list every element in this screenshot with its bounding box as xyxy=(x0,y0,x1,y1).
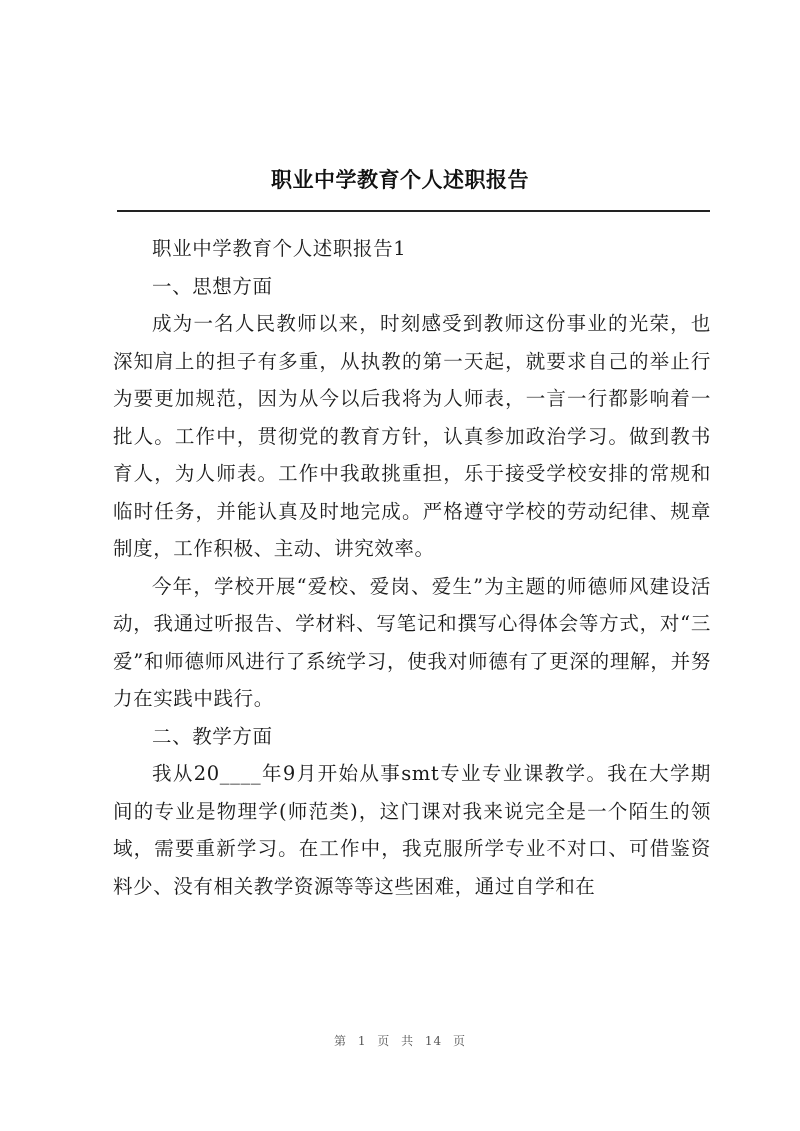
page-number-footer: 第 1 页 共 14 页 xyxy=(334,1034,466,1048)
document-body xyxy=(113,230,711,905)
paragraph: 今年，学校开展“爱校、爱岗、爱生”为主题的师德师风建设活动，我通过听报告、学材料、写笔记和撰写心得体会等方式，对“三爱”和师德师风进行了系统学习，使我对师德有了更深的理解，并努力在实践中践行。 xyxy=(113,574,711,710)
paragraph: 成为一名人民教师以来，时刻感受到教师这份事业的光荣，也深知肩上的担子有多重，从执教的第一天起，就要求自己的举止行为要更加规范，因为从今以后我将为人师表，一言一行都影响着一批人。工作中，贯彻党的教育方针，认真参加政治学习。做到教书育人，为人师表。工作中我敢挑重担，乐于接受学校安排的常规和临时任务，并能认真及时地完成。严格遵守学校的劳动纪律、规章制度，工作积极、主动、讲究效率。 xyxy=(113,312,711,560)
section-heading-report: 职业中学教育个人述职报告1 xyxy=(152,237,407,260)
document-title: 职业中学教育个人述职报告 xyxy=(271,167,529,192)
section-heading-teaching: 二、教学方面 xyxy=(152,724,273,748)
paragraph: 我从20____年9月开始从事smt专业专业课教学。我在大学期间的专业是物理学(师范类)，这门课对我来说完全是一个陌生的领域，需要重新学习。在工作中，我克服所学专业不对口、可借鉴资料少、没有相关教学资源等等这些困难，通过自学和在 xyxy=(113,762,711,898)
title-divider xyxy=(117,210,710,212)
section-heading-thought: 一、思想方面 xyxy=(152,274,273,298)
